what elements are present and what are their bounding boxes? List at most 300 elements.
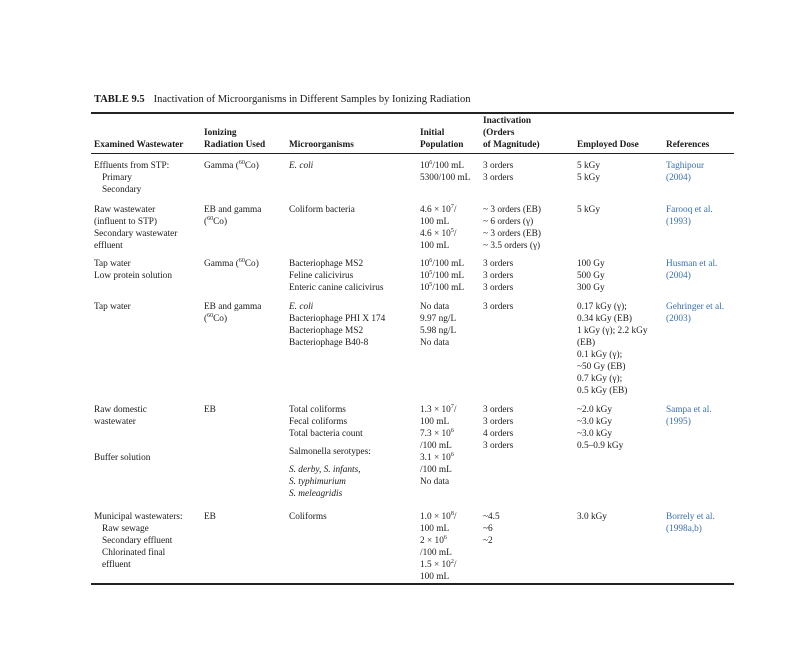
population-text: 100 mL <box>420 417 450 427</box>
microorganisms-text: Coliforms <box>289 512 327 522</box>
radiation-line <box>204 313 261 325</box>
population-text-suffix: /100 mL <box>432 259 465 269</box>
population-line <box>420 523 456 535</box>
population-text: 9.97 ng/L <box>420 314 457 324</box>
radiation-text-suffix: Co) <box>244 161 259 171</box>
microorganisms-line <box>289 258 383 270</box>
inactivation-text: 3 orders <box>483 405 514 415</box>
wastewater-text: Raw sewage <box>102 524 149 534</box>
header-population-line: Initial <box>420 128 445 138</box>
inactivation-line <box>483 160 513 172</box>
population-text-suffix: /100 mL <box>432 161 465 171</box>
microorganisms-text: Bacteriophage MS2 <box>289 259 364 269</box>
microorganisms-text: Bacteriophage B40-8 <box>289 338 369 348</box>
inactivation-line <box>483 172 513 184</box>
dose-text: (EB) <box>577 338 596 348</box>
population-text: 5.98 ng/L <box>420 326 457 336</box>
header-inactivation-line: (Orders <box>483 128 515 138</box>
table-caption <box>94 94 470 105</box>
radiation-text: ( <box>204 314 208 324</box>
radiation-text-suffix: Co) <box>213 217 228 227</box>
population-line <box>420 270 464 282</box>
dose-text: 3.0 kGy <box>577 512 607 522</box>
microorganisms-line <box>289 337 385 349</box>
wastewater-line <box>94 204 177 216</box>
microorganisms-text: Fecal coliforms <box>289 417 348 427</box>
population-line <box>420 160 470 172</box>
microorganisms-line <box>289 270 383 282</box>
cell-microorganisms <box>289 404 371 500</box>
header-dose-line: Employed Dose <box>577 140 639 150</box>
superscript: 5 <box>450 227 454 234</box>
superscript: 6 <box>443 534 447 541</box>
inactivation-text: 3 orders <box>483 302 514 312</box>
dose-line <box>577 361 647 373</box>
microorganisms-text: E. coli <box>289 302 314 312</box>
radiation-line <box>204 216 261 228</box>
dose-line <box>577 440 623 452</box>
superscript: 2 <box>450 558 454 565</box>
cell-radiation <box>204 404 216 416</box>
cell-radiation <box>204 511 216 523</box>
references-text: (2003) <box>666 314 691 324</box>
dose-line <box>577 511 607 523</box>
population-text: 2 × 10 <box>420 536 444 546</box>
dose-text: ~3.0 kGy <box>577 429 612 439</box>
superscript: 60 <box>238 159 245 166</box>
table-title: Inactivation of Microorganisms in Different Samples by Ionizing Radiation <box>153 94 471 105</box>
population-text-suffix: / <box>453 205 457 215</box>
cell-dose <box>577 204 600 216</box>
top-rule <box>91 112 734 114</box>
microorganisms-line <box>289 301 385 313</box>
inactivation-line <box>483 440 513 452</box>
cell-inactivation <box>483 301 513 313</box>
cell-wastewater <box>94 204 177 252</box>
population-line <box>420 404 456 416</box>
cell-population <box>420 160 470 184</box>
microorganisms-line <box>289 204 355 216</box>
inactivation-text: 3 orders <box>483 161 514 171</box>
table-number: TABLE 9.5 <box>94 94 145 105</box>
dose-text: 0.5 kGy (EB) <box>577 386 628 396</box>
header-inactivation-line: of Magnitude) <box>483 140 540 150</box>
wastewater-text: Municipal wastewaters: <box>94 512 183 522</box>
references-text: Sampa et al. <box>666 405 712 415</box>
inactivation-line <box>483 404 513 416</box>
microorganisms-text: Total coliforms <box>289 405 346 415</box>
wastewater-line <box>94 184 169 196</box>
wastewater-line <box>94 404 150 416</box>
inactivation-text: ~ 3 orders (EB) <box>483 205 541 215</box>
cell-dose <box>577 404 623 452</box>
cell-microorganisms <box>289 160 313 172</box>
population-text-suffix: / <box>453 229 457 239</box>
dose-text: 5 kGy <box>577 173 600 183</box>
population-text: /100 mL <box>420 441 452 451</box>
dose-line <box>577 204 600 216</box>
radiation-line <box>204 511 216 523</box>
cell-inactivation <box>483 204 541 252</box>
wastewater-text: wastewater <box>94 417 136 427</box>
cell-wastewater <box>94 404 150 464</box>
inactivation-line <box>483 301 513 313</box>
microorganisms-line <box>289 446 371 458</box>
references-line[interactable] <box>666 404 712 416</box>
wastewater-line <box>94 511 183 523</box>
dose-line <box>577 385 647 397</box>
population-line <box>420 452 456 464</box>
references-line[interactable] <box>666 416 712 428</box>
references-line[interactable] <box>666 160 704 172</box>
dose-line <box>577 282 605 294</box>
microorganisms-text: Bacteriophage PHI X 174 <box>289 314 386 324</box>
wastewater-line <box>94 428 150 440</box>
cell-microorganisms <box>289 258 383 294</box>
dose-line <box>577 325 647 337</box>
population-text: 100 mL <box>420 524 450 534</box>
superscript: 7 <box>450 403 454 410</box>
microorganisms-line <box>289 464 371 476</box>
cell-radiation <box>204 258 259 270</box>
population-text: 10 <box>420 161 430 171</box>
population-line <box>420 301 456 313</box>
superscript: 6 <box>429 257 433 264</box>
microorganisms-text: Total bacteria count <box>289 429 363 439</box>
microorganisms-line <box>289 488 371 500</box>
inactivation-line <box>483 216 541 228</box>
dose-line <box>577 270 605 282</box>
population-line <box>420 476 456 488</box>
header-references-line: References <box>666 140 710 150</box>
cell-references <box>666 301 724 325</box>
inactivation-line <box>483 428 513 440</box>
wastewater-text: Raw domestic <box>94 405 147 415</box>
population-line <box>420 464 456 476</box>
dose-line <box>577 373 647 385</box>
cell-references <box>666 511 715 535</box>
microorganisms-text: E. coli <box>289 161 314 171</box>
radiation-text: EB and gamma <box>204 302 262 312</box>
wastewater-line <box>94 301 131 313</box>
radiation-text-suffix: Co) <box>213 314 228 324</box>
references-text: (2004) <box>666 173 691 183</box>
references-text: Farooq et al. <box>666 205 713 215</box>
inactivation-text: ~ 6 orders (γ) <box>483 217 534 227</box>
microorganisms-line <box>289 428 371 440</box>
superscript: 6 <box>450 427 454 434</box>
cell-population <box>420 258 464 294</box>
wastewater-text: Buffer solution <box>94 453 151 463</box>
inactivation-text: 3 orders <box>483 283 514 293</box>
radiation-line <box>204 404 216 416</box>
microorganisms-text: Bacteriophage MS2 <box>289 326 364 336</box>
dose-text: ~3.0 kGy <box>577 417 612 427</box>
wastewater-text: Effluents from STP: <box>94 161 170 171</box>
population-line <box>420 216 456 228</box>
wastewater-text: Tap water <box>94 259 131 269</box>
references-text: Borrely et al. <box>666 512 715 522</box>
population-text: 100 mL <box>420 241 450 251</box>
radiation-text-suffix: Co) <box>244 259 259 269</box>
wastewater-line <box>94 535 183 547</box>
population-line <box>420 535 456 547</box>
radiation-line <box>204 204 261 216</box>
radiation-line <box>204 301 261 313</box>
dose-text: ~50 Gy (EB) <box>577 362 626 372</box>
population-text: 10 <box>420 259 430 269</box>
references-text: Gehringer et al. <box>666 302 725 312</box>
dose-line <box>577 313 647 325</box>
superscript: 60 <box>238 257 245 264</box>
inactivation-line <box>483 258 513 270</box>
radiation-text: Gamma ( <box>204 161 239 171</box>
references-text: (1993) <box>666 217 691 227</box>
microorganisms-text: S. derby, S. infants, <box>289 465 361 475</box>
cell-radiation <box>204 204 261 228</box>
population-text: 1.0 × 10 <box>420 512 451 522</box>
inactivation-line <box>483 228 541 240</box>
microorganisms-line <box>289 416 371 428</box>
cell-population <box>420 204 456 252</box>
wastewater-text: Secondary <box>102 185 142 195</box>
cell-references <box>666 404 712 428</box>
bottom-rule <box>91 583 734 585</box>
population-text: 7.3 × 10 <box>420 429 451 439</box>
header-population-line: Population <box>420 140 464 150</box>
cell-dose <box>577 258 605 294</box>
radiation-text: EB <box>204 512 216 522</box>
inactivation-text: 4 orders <box>483 429 514 439</box>
references-text: (2004) <box>666 271 691 281</box>
population-line <box>420 440 456 452</box>
cell-microorganisms <box>289 301 385 349</box>
references-line[interactable] <box>666 270 717 282</box>
dose-line <box>577 428 623 440</box>
inactivation-text: 3 orders <box>483 271 514 281</box>
dose-text: 1 kGy (γ); 2.2 kGy <box>577 326 648 336</box>
microorganisms-text: Feline calicivirus <box>289 271 354 281</box>
population-text-suffix: / <box>453 405 457 415</box>
cell-radiation <box>204 301 261 325</box>
wastewater-line <box>94 228 177 240</box>
population-line <box>420 172 470 184</box>
header-inactivation-line: Inactivation <box>483 116 532 126</box>
microorganisms-line <box>289 282 383 294</box>
references-line[interactable] <box>666 258 717 270</box>
wastewater-text: Secondary effluent <box>102 536 173 546</box>
superscript: 7 <box>450 203 454 210</box>
inactivation-line <box>483 204 541 216</box>
radiation-line <box>204 258 259 270</box>
cell-population <box>420 301 456 349</box>
cell-inactivation <box>483 160 513 184</box>
population-text: 1.5 × 10 <box>420 560 451 570</box>
population-line <box>420 571 456 583</box>
inactivation-line <box>483 270 513 282</box>
dose-text: 0.34 kGy (EB) <box>577 314 633 324</box>
references-line[interactable] <box>666 204 713 216</box>
dose-line <box>577 349 647 361</box>
inactivation-text: 3 orders <box>483 173 514 183</box>
references-line[interactable] <box>666 523 715 535</box>
cell-population <box>420 404 456 488</box>
population-line <box>420 325 456 337</box>
dose-text: 5 kGy <box>577 205 600 215</box>
cell-wastewater <box>94 511 183 571</box>
superscript: 8 <box>450 510 454 517</box>
wastewater-text: (influent to STP) <box>94 217 158 227</box>
population-text: No data <box>420 302 450 312</box>
superscript: 6 <box>429 159 433 166</box>
population-line <box>420 416 456 428</box>
superscript: 6 <box>450 451 454 458</box>
inactivation-line <box>483 416 513 428</box>
radiation-text: ( <box>204 217 208 227</box>
dose-line <box>577 160 600 172</box>
cell-population <box>420 511 456 583</box>
superscript: 60 <box>207 215 214 222</box>
microorganisms-text: Enteric canine calicivirus <box>289 283 384 293</box>
dose-line <box>577 416 623 428</box>
microorganisms-line <box>289 160 313 172</box>
dose-text: 0.7 kGy (γ); <box>577 374 623 384</box>
cell-radiation <box>204 160 259 172</box>
references-text: (1998a,b) <box>666 524 702 534</box>
cell-references <box>666 204 713 228</box>
population-text: /100 mL <box>420 465 452 475</box>
references-line[interactable] <box>666 511 715 523</box>
inactivation-text: ~ 3 orders (EB) <box>483 229 541 239</box>
inactivation-text: ~2 <box>483 536 493 546</box>
population-line <box>420 511 456 523</box>
cell-dose <box>577 511 607 523</box>
dose-text: 300 Gy <box>577 283 605 293</box>
population-line <box>420 559 456 571</box>
cell-dose <box>577 160 600 184</box>
radiation-line <box>204 160 259 172</box>
population-text: 100 mL <box>420 572 450 582</box>
inactivation-text: ~4.5 <box>483 512 500 522</box>
wastewater-line <box>94 160 169 172</box>
microorganisms-text: Salmonella serotypes: <box>289 447 371 457</box>
header-rule <box>91 153 734 154</box>
cell-microorganisms <box>289 511 327 523</box>
inactivation-line <box>483 523 500 535</box>
cell-dose <box>577 301 647 397</box>
header-wastewater-line: Examined Wastewater <box>94 140 184 150</box>
superscript: 5 <box>429 281 433 288</box>
cell-references <box>666 258 717 282</box>
population-text-suffix: /100 mL <box>432 271 465 281</box>
dose-line <box>577 258 605 270</box>
microorganisms-text: S. typhimurium <box>289 477 346 487</box>
wastewater-text: Raw wastewater <box>94 205 156 215</box>
inactivation-line <box>483 535 500 547</box>
inactivation-line <box>483 282 513 294</box>
radiation-text: EB <box>204 405 216 415</box>
population-line <box>420 428 456 440</box>
radiation-text: EB and gamma <box>204 205 262 215</box>
microorganisms-line <box>289 476 371 488</box>
wastewater-line <box>94 523 183 535</box>
references-line[interactable] <box>666 301 724 313</box>
wastewater-text: effluent <box>94 241 123 251</box>
wastewater-line <box>94 172 169 184</box>
radiation-text: Gamma ( <box>204 259 239 269</box>
superscript: 5 <box>429 269 433 276</box>
references-text: Taghipour <box>666 161 705 171</box>
references-line[interactable] <box>666 313 724 325</box>
population-text: 4.6 × 10 <box>420 229 451 239</box>
population-line <box>420 313 456 325</box>
inactivation-line <box>483 240 541 252</box>
references-line[interactable] <box>666 216 713 228</box>
population-text: No data <box>420 338 450 348</box>
microorganisms-line <box>289 511 327 523</box>
wastewater-line <box>94 270 172 282</box>
population-text-suffix: /100 mL <box>432 283 465 293</box>
population-line <box>420 337 456 349</box>
header-radiation-line: Ionizing <box>204 128 237 138</box>
wastewater-text: Low protein solution <box>94 271 172 281</box>
dose-text: 0.1 kGy (γ); <box>577 350 623 360</box>
superscript: 60 <box>207 312 214 319</box>
references-text: Husman et al. <box>666 259 718 269</box>
cell-inactivation <box>483 258 513 294</box>
wastewater-text: Secondary wastewater <box>94 229 178 239</box>
dose-text: 0.17 kGy (γ); <box>577 302 627 312</box>
population-text: 5300/100 mL <box>420 173 471 183</box>
population-text: 4.6 × 10 <box>420 205 451 215</box>
dose-line <box>577 337 647 349</box>
dose-text: 100 Gy <box>577 259 605 269</box>
population-text: 10 <box>420 283 430 293</box>
cell-wastewater <box>94 160 169 196</box>
inactivation-line <box>483 511 500 523</box>
dose-text: 5 kGy <box>577 161 600 171</box>
header-radiation-line: Radiation Used <box>204 140 266 150</box>
inactivation-text: 3 orders <box>483 259 514 269</box>
inactivation-text: 3 orders <box>483 417 514 427</box>
inactivation-text: ~ 3.5 orders (γ) <box>483 241 541 251</box>
cell-inactivation <box>483 404 513 452</box>
population-text-suffix: / <box>453 560 457 570</box>
population-text: 100 mL <box>420 217 450 227</box>
dose-text: ~2.0 kGy <box>577 405 612 415</box>
wastewater-line <box>94 416 150 428</box>
cell-wastewater <box>94 301 131 313</box>
references-text: (1995) <box>666 417 691 427</box>
population-text-suffix: / <box>453 512 457 522</box>
microorganisms-line <box>289 325 385 337</box>
population-text: /100 mL <box>420 548 452 558</box>
population-text: 1.3 × 10 <box>420 405 451 415</box>
microorganisms-text: S. meleagridis <box>289 489 343 499</box>
wastewater-line <box>94 559 183 571</box>
dose-text: 500 Gy <box>577 271 605 281</box>
cell-wastewater <box>94 258 172 282</box>
population-line <box>420 282 464 294</box>
microorganisms-text: Coliform bacteria <box>289 205 355 215</box>
references-line[interactable] <box>666 172 704 184</box>
cell-references <box>666 160 704 184</box>
wastewater-text: Tap water <box>94 302 131 312</box>
microorganisms-line <box>289 313 385 325</box>
wastewater-text: Chlorinated final <box>102 548 166 558</box>
dose-line <box>577 301 647 313</box>
wastewater-text: effluent <box>102 560 131 570</box>
